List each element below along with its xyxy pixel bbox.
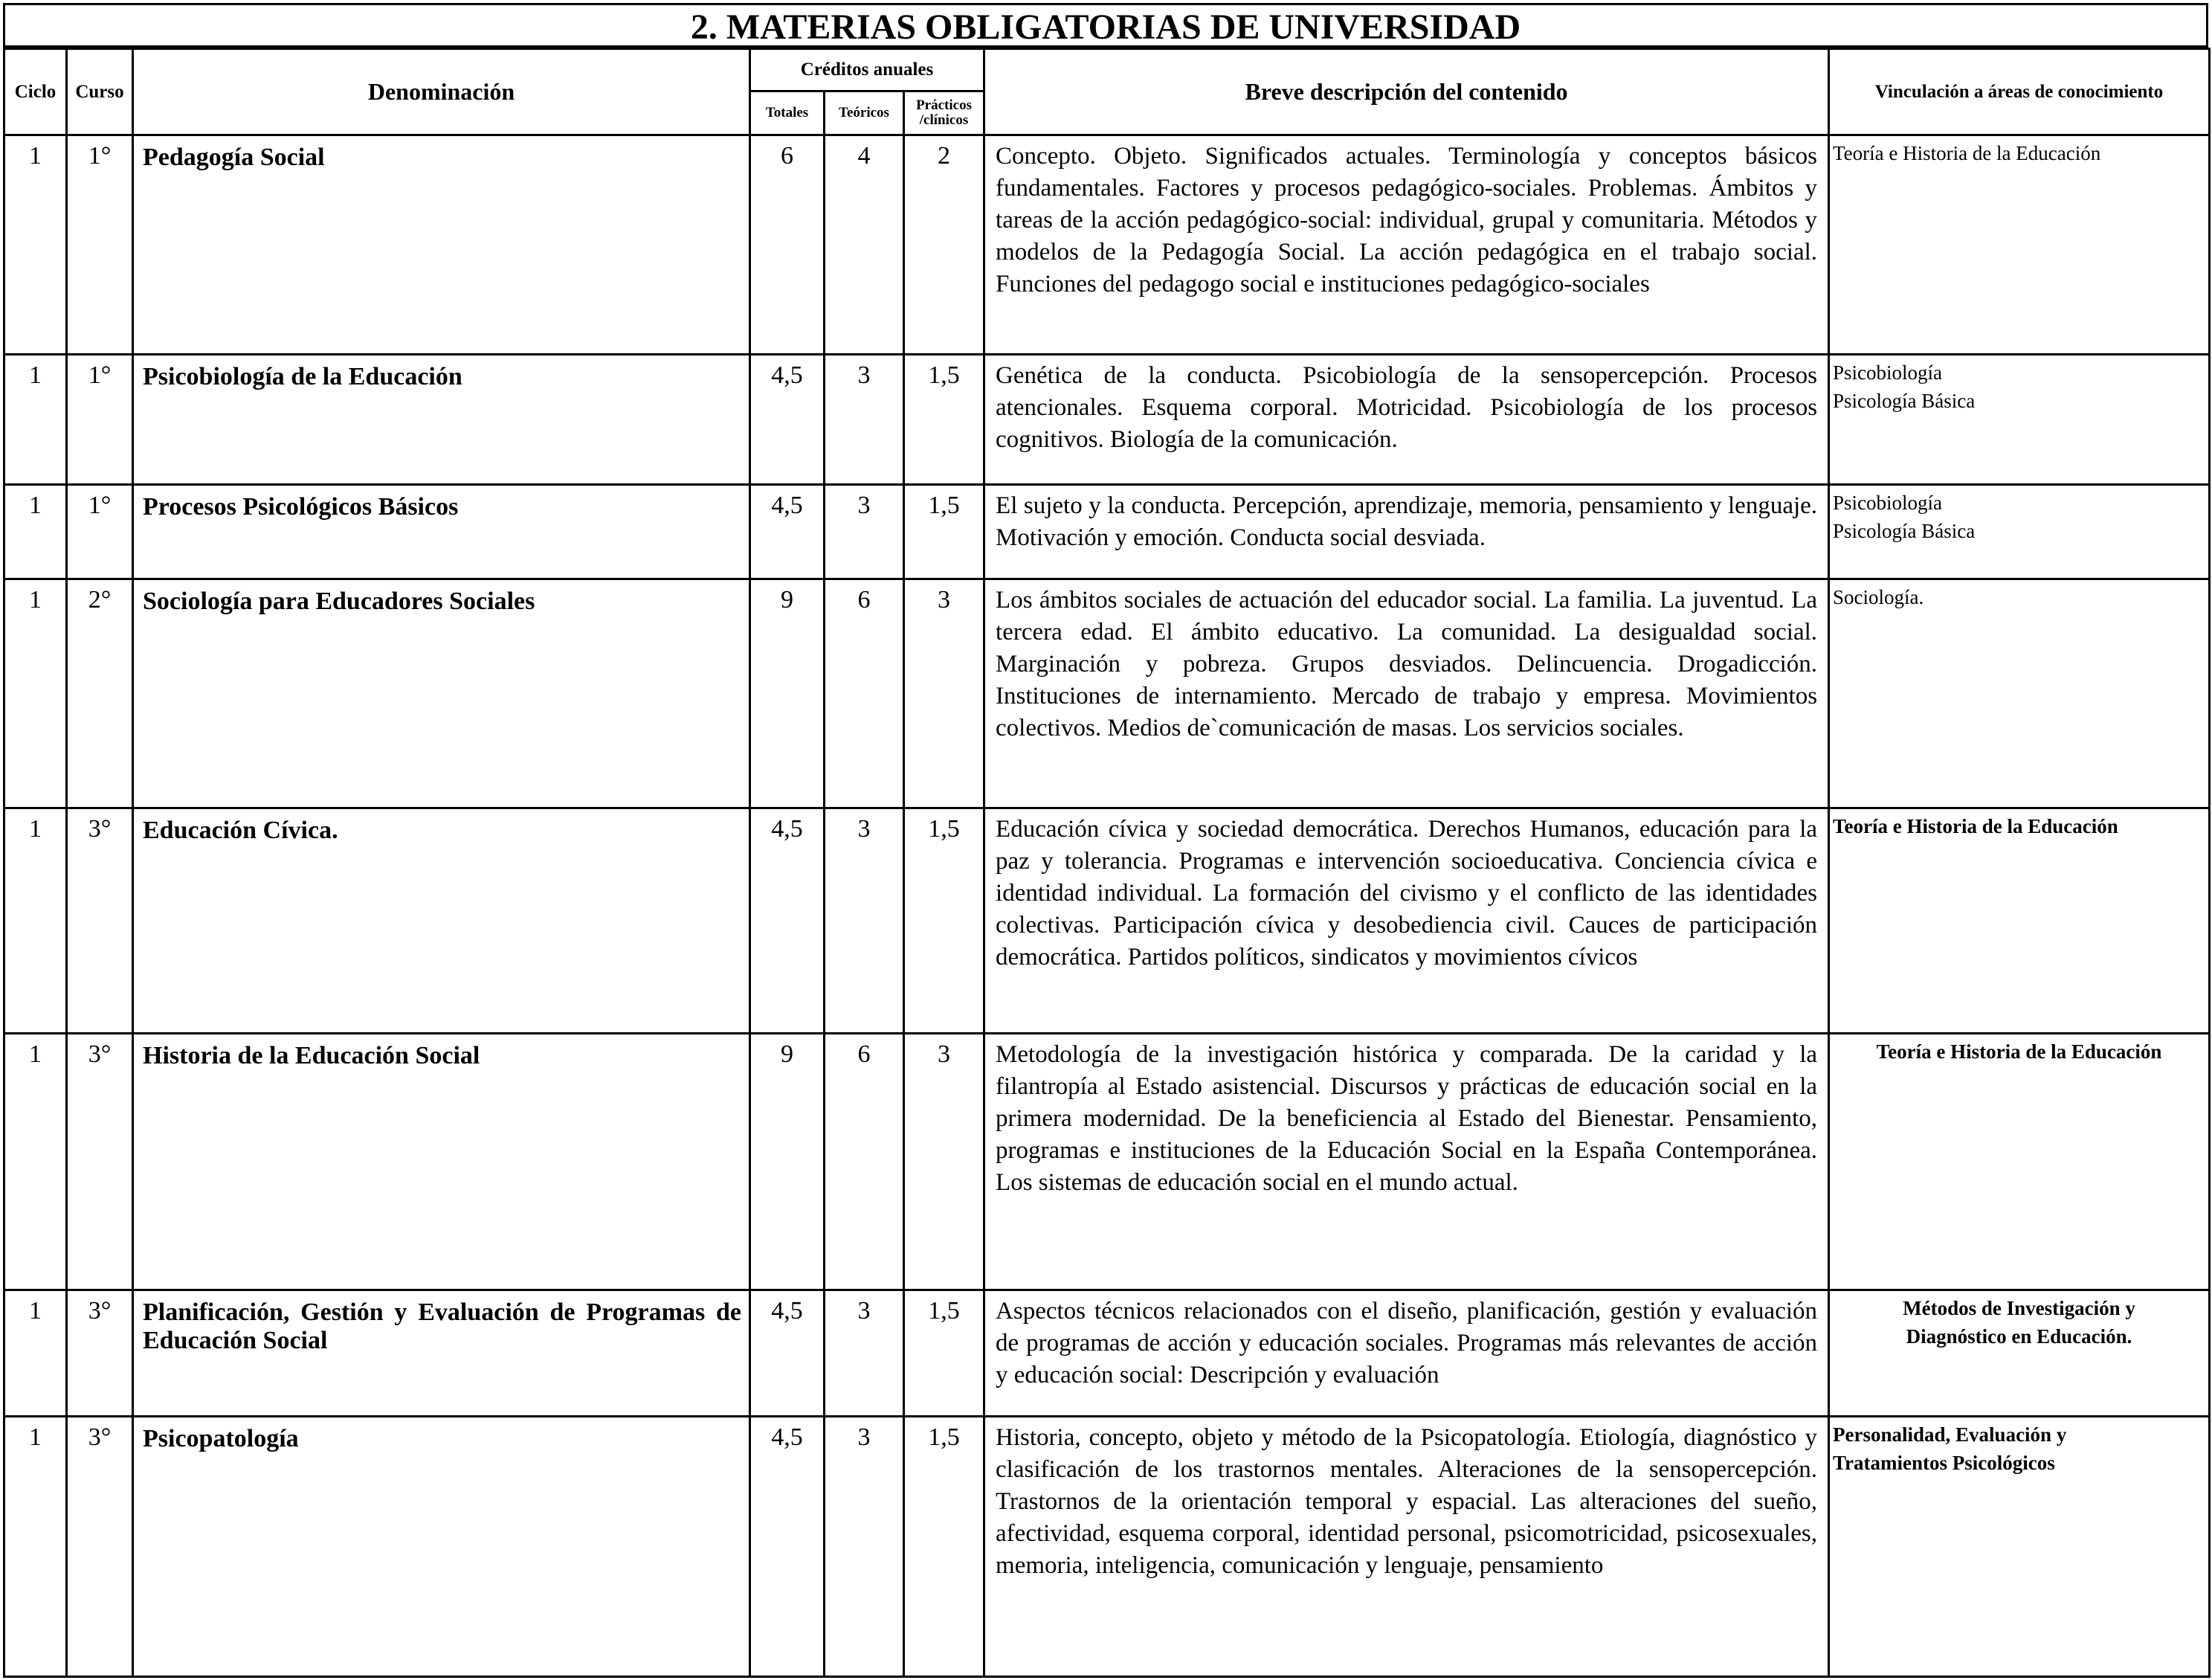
table-row xyxy=(4,355,2210,485)
credits-theory: 3 xyxy=(825,1290,904,1417)
credits-total: 4,5 xyxy=(750,1290,825,1417)
credits-practice: 1,5 xyxy=(904,485,984,579)
header-creditos: Créditos anuales xyxy=(750,49,984,91)
credits-practice: 2 xyxy=(904,135,984,355)
area-line: Teoría e Historia de la Educación xyxy=(1833,815,2118,837)
knowledge-areas xyxy=(1829,485,2210,579)
area-line: Psicología Básica xyxy=(1833,520,1976,542)
credits-practice: 3 xyxy=(904,1034,984,1290)
credits-total: 9 xyxy=(750,1034,825,1290)
area-line: Diagnóstico en Educación. xyxy=(1906,1325,2132,1348)
header-denominacion: Denominación xyxy=(133,49,750,135)
ciclo-cell: 1 xyxy=(4,1290,67,1417)
subject-description: Aspectos técnicos relacionados con el diseño, planificación, gestión y evaluación de programas de acción y educación sociales. Programas más relevantes de acción y educación social: Descripción y evaluación xyxy=(984,1290,1829,1417)
ciclo-cell: 1 xyxy=(4,355,67,485)
credits-total: 4,5 xyxy=(750,808,825,1034)
ciclo-cell: 1 xyxy=(4,485,67,579)
subject-name: Planificación, Gestión y Evaluación de Programas de Educación Social xyxy=(133,1290,750,1417)
subject-name: Procesos Psicológicos Básicos xyxy=(133,485,750,579)
knowledge-areas xyxy=(1829,579,2210,808)
credits-practice: 1,5 xyxy=(904,355,984,485)
table-row xyxy=(4,579,2210,808)
area-line: Personalidad, Evaluación y xyxy=(1833,1423,2067,1446)
area-line: Teoría e Historia de la Educación xyxy=(1876,1040,2162,1063)
header-practicos: Prácticos /clínicos xyxy=(904,91,984,135)
area-line: Psicología Básica xyxy=(1833,390,1976,412)
knowledge-areas xyxy=(1829,355,2210,485)
subject-description: Los ámbitos sociales de actuación del educador social. La familia. La juventud. La tercera edad. El ámbito educativo. La comunidad. La desigualdad social. Marginación y pobreza. Grupos desviados. Delincuencia. Drogadicción. Instituciones de internamiento. Mercado de trabajo y empresa. Movimientos colectivos. Medios de`comunicación de masas. Los servicios sociales. xyxy=(984,579,1829,808)
credits-practice: 3 xyxy=(904,579,984,808)
curso-cell: 3° xyxy=(67,1417,133,1677)
header-ciclo: Ciclo xyxy=(4,49,67,135)
subject-description: Genética de la conducta. Psicobiología de la sensopercepción. Procesos atencionales. Esquema corporal. Motricidad. Psicobiología de los procesos cognitivos. Biología de la comunicación. xyxy=(984,355,1829,485)
subject-name: Psicobiología de la Educación xyxy=(133,355,750,485)
curso-cell: 3° xyxy=(67,808,133,1034)
curso-cell: 1° xyxy=(67,135,133,355)
subjects-table xyxy=(3,48,2211,1678)
ciclo-cell: 1 xyxy=(4,135,67,355)
credits-theory: 3 xyxy=(825,485,904,579)
table-row xyxy=(4,1290,2210,1417)
area-line: Psicobiología xyxy=(1833,361,1943,384)
credits-practice: 1,5 xyxy=(904,1290,984,1417)
credits-theory: 6 xyxy=(825,1034,904,1290)
knowledge-areas xyxy=(1829,1034,2210,1290)
ciclo-cell: 1 xyxy=(4,1034,67,1290)
table-row xyxy=(4,808,2210,1034)
subject-description: Concepto. Objeto. Significados actuales. Terminología y conceptos básicos fundamentales. Factores y procesos pedagógico-sociales. Problemas. Ámbitos y tareas de la acción pedagógico-social: individual, grupal y comunitaria. Métodos y modelos de la Pedagogía Social. La acción pedagógica en el trabajo social. Funciones del pedagogo social e instituciones pedagógico-sociales xyxy=(984,135,1829,355)
table-row xyxy=(4,485,2210,579)
subject-name: Educación Cívica. xyxy=(133,808,750,1034)
table-row xyxy=(4,1034,2210,1290)
ciclo-cell: 1 xyxy=(4,808,67,1034)
ciclo-cell: 1 xyxy=(4,1417,67,1677)
credits-total: 4,5 xyxy=(750,1417,825,1677)
curso-cell: 2° xyxy=(67,579,133,808)
table-row xyxy=(4,135,2210,355)
credits-theory: 3 xyxy=(825,1417,904,1677)
subject-description: El sujeto y la conducta. Percepción, aprendizaje, memoria, pensamiento y lenguaje. Motivación y emoción. Conducta social desviada. xyxy=(984,485,1829,579)
credits-theory: 3 xyxy=(825,355,904,485)
header-curso: Curso xyxy=(67,49,133,135)
ciclo-cell: 1 xyxy=(4,579,67,808)
area-line: Sociología. xyxy=(1833,586,1924,608)
document-page xyxy=(3,3,2208,1678)
area-line: Métodos de Investigación y xyxy=(1903,1297,2135,1319)
credits-total: 4,5 xyxy=(750,485,825,579)
subject-name: Historia de la Educación Social xyxy=(133,1034,750,1290)
credits-total: 4,5 xyxy=(750,355,825,485)
knowledge-areas xyxy=(1829,808,2210,1034)
credits-practice: 1,5 xyxy=(904,1417,984,1677)
subject-description: Metodología de la investigación histórica y comparada. De la caridad y la filantropía al Estado asistencial. Discursos y prácticas de educación social en la primera modernidad. De la beneficiencia al Estado del Bienestar. Pensamiento, programas e instituciones de la Educación Social en la España Contemporánea. Los sistemas de educación social en el mundo actual. xyxy=(984,1034,1829,1290)
area-line: Teoría e Historia de la Educación xyxy=(1833,142,2101,164)
subject-name: Sociología para Educadores Sociales xyxy=(133,579,750,808)
header-teoricos: Teóricos xyxy=(825,91,904,135)
knowledge-areas xyxy=(1829,135,2210,355)
table-row xyxy=(4,1417,2210,1677)
curso-cell: 3° xyxy=(67,1034,133,1290)
curso-cell: 1° xyxy=(67,485,133,579)
header-descripcion: Breve descripción del contenido xyxy=(984,49,1829,135)
curso-cell: 1° xyxy=(67,355,133,485)
subject-name: Psicopatología xyxy=(133,1417,750,1677)
credits-total: 9 xyxy=(750,579,825,808)
header-totales: Totales xyxy=(750,91,825,135)
knowledge-areas xyxy=(1829,1290,2210,1417)
area-line: Tratamientos Psicológicos xyxy=(1833,1452,2055,1474)
credits-theory: 6 xyxy=(825,579,904,808)
curso-cell: 3° xyxy=(67,1290,133,1417)
area-line: Psicobiología xyxy=(1833,492,1943,514)
subject-description: Historia, concepto, objeto y método de la Psicopatología. Etiología, diagnóstico y clasificación de los trastornos mentales. Alteraciones de la sensopercepción. Trastornos de la orientación temporal y espacial. Las alteraciones del sueño, afectividad, esquema corporal, identidad personal, psicomotricidad, psicosexuales, memoria, inteligencia, comunicación y lenguaje, pensamiento xyxy=(984,1417,1829,1677)
credits-theory: 4 xyxy=(825,135,904,355)
credits-total: 6 xyxy=(750,135,825,355)
credits-practice: 1,5 xyxy=(904,808,984,1034)
subject-name: Pedagogía Social xyxy=(133,135,750,355)
knowledge-areas xyxy=(1829,1417,2210,1677)
page-title: 2. MATERIAS OBLIGATORIAS DE UNIVERSIDAD xyxy=(3,3,2208,48)
subject-description: Educación cívica y sociedad democrática. Derechos Humanos, educación para la paz y tolerancia. Programas e intervención socioeducativa. Conciencia cívica e identidad individual. La formación del civismo y el conflicto de las identidades colectivas. Participación cívica y desobediencia civil. Cauces de participación democrática. Partidos políticos, sindicatos y movimientos cívicos xyxy=(984,808,1829,1034)
header-vinculacion: Vinculación a áreas de conocimiento xyxy=(1829,49,2210,135)
credits-theory: 3 xyxy=(825,808,904,1034)
